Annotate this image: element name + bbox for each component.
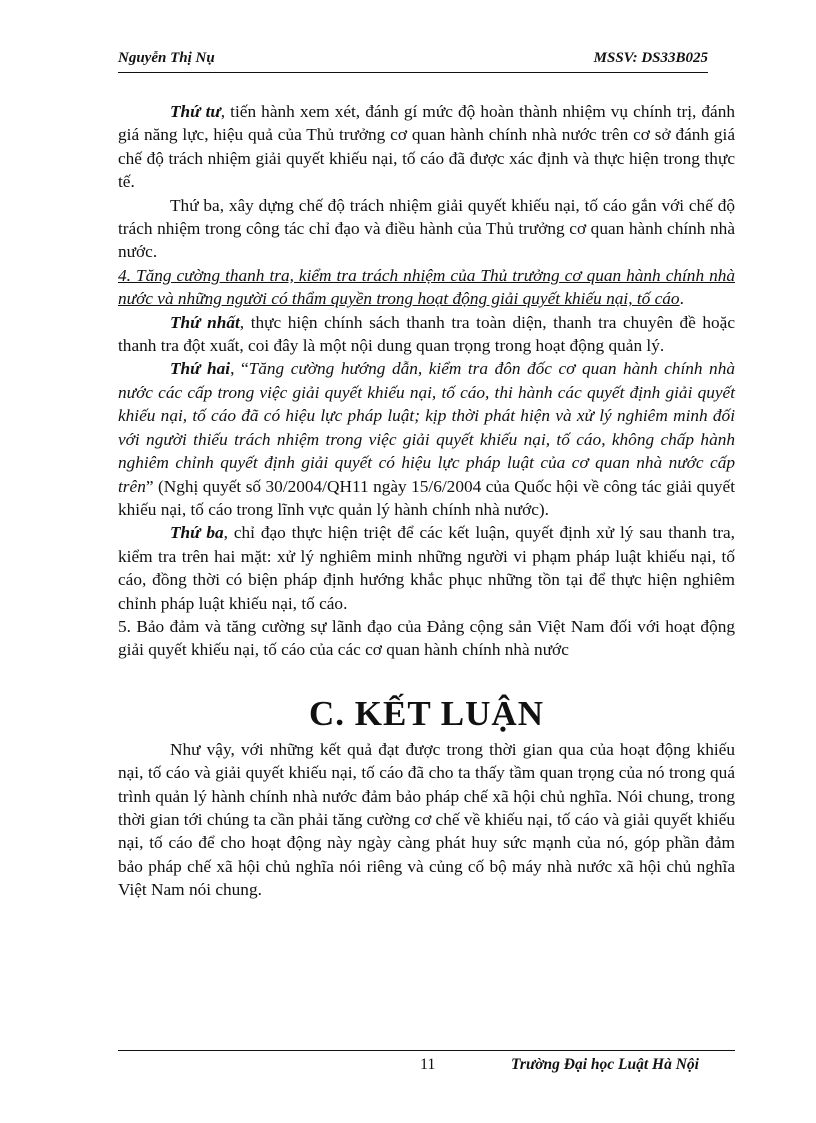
document-body	[118, 100, 735, 902]
conclusion-title: C. KẾT LUẬN	[309, 693, 544, 733]
text-thu-tu: , tiến hành xem xét, đánh gí mức độ hoàn thành nhiệm vụ chính trị, đánh giá năng lực, hiệu quả của Thủ trưởng cơ quan hành chính nhà nước trên cơ sở đánh giá chế độ trách nhiệm giải quyết khiếu nại, tố cáo đã được xác định và thực hiện trong thực tế.	[118, 102, 735, 192]
paragraph-thu-hai	[118, 357, 735, 521]
text-thu-hai-pre: , “	[230, 359, 249, 379]
paragraph-thu-tu	[118, 100, 735, 194]
school-name: Trường Đại học Luật Hà Nội	[511, 1056, 699, 1073]
footer-rule	[118, 1050, 735, 1051]
lead-thu-nhat: Thứ nhất	[170, 312, 240, 332]
page-number: 11	[420, 1056, 436, 1073]
text-thu-nhat: , thực hiện chính sách thanh tra toàn diện, thanh tra chuyên đề hoặc thanh tra đột xuất, coi đây là một nội dung quan trọng trong hoạt động quản lý.	[118, 312, 735, 356]
section-4-heading	[118, 264, 735, 311]
section-4-heading-text: 4. Tăng cường thanh tra, kiểm tra trách nhiệm của Thủ trưởng cơ quan hành chính nhà nước và những người có thẩm quyền trong hoạt động giải quyết khiếu nại, tố cáo	[118, 265, 735, 309]
page-footer	[118, 1050, 735, 1080]
section-5-heading: 5. Bảo đảm và tăng cường sự lãnh đạo của Đảng cộng sản Việt Nam đối với hoạt động giải quyết khiếu nại, tố cáo của các cơ quan hành chính nhà nước	[118, 616, 735, 660]
page-header	[118, 50, 708, 76]
text-thu-ba: , chỉ đạo thực hiện triệt để các kết luận, quyết định xử lý sau thanh tra, kiểm tra trên hai mặt: xử lý nghiêm minh những người vi phạm pháp luật khiếu nại, tố cáo, đồng thời có biện pháp định hướng khắc phục những tồn tại để thực hiện nghiêm chỉnh pháp luật khiếu nại, tố cáo.	[118, 523, 735, 613]
lead-thu-hai: Thứ hai	[170, 359, 231, 379]
header-rule	[118, 72, 708, 73]
conclusion-paragraph: Như vậy, với những kết quả đạt được trong thời gian qua của hoạt động khiếu nại, tố cáo và giải quyết khiếu nại, tố cáo đã cho ta thấy tầm quan trọng của nó trong quá trình quản lý hành chính nhà nước đảm bảo pháp chế xã hội chủ nghĩa. Nói chung, trong thời gian tới chúng ta cần phải tăng cường cơ chế về khiếu nại, tố cáo và giải quyết khiếu nại, tố cáo để cho hoạt động này ngày càng phát huy sức mạnh của nó, góp phần đảm bảo pháp chế xã hội chủ nghĩa nói riêng và củng cố bộ máy nhà nước xã hội chủ nghĩa Việt Nam nói chung.	[118, 739, 735, 900]
section-4-heading-end: .	[679, 289, 684, 309]
paragraph-thu-ba-2	[118, 521, 735, 615]
student-id: MSSV: DS33B025	[593, 50, 708, 66]
quote-thu-hai: Tăng cường hướng dẫn, kiểm tra đôn đốc cơ quan hành chính nhà nước các cấp trong việc giải quyết khiếu nại, tố cáo, thi hành các quyết định giải quyết khiếu nại, tố cáo đã có hiệu lực pháp luật; kịp thời phát hiện và xử lý nghiêm minh đối với người thiếu trách nhiệm trong việc giải quyết khiếu nại, tố cáo, không chấp hành nghiêm chỉnh quyết định giải quyết có hiệu lực pháp luật của cơ quan nhà nước cấp trên	[118, 359, 735, 496]
lead-thu-tu: Thứ tư	[170, 102, 221, 121]
paragraph-thu-ba-1: Thứ ba, xây dựng chế độ trách nhiệm giải quyết khiếu nại, tố cáo gắn với chế độ trách nhiệm trong công tác chỉ đạo và điều hành của Thủ trưởng cơ quan hành chính nhà nước.	[118, 195, 735, 262]
text-thu-hai-post: ” (Nghị quyết số 30/2004/QH11 ngày 15/6/2004 của Quốc hội về công tác giải quyết khiếu nại, tố cáo trong lĩnh vực quản lý hành chính nhà nước).	[118, 476, 735, 519]
author-name: Nguyễn Thị Nụ	[118, 50, 215, 66]
lead-thu-ba: Thứ ba	[170, 523, 224, 543]
paragraph-thu-nhat	[118, 311, 735, 358]
